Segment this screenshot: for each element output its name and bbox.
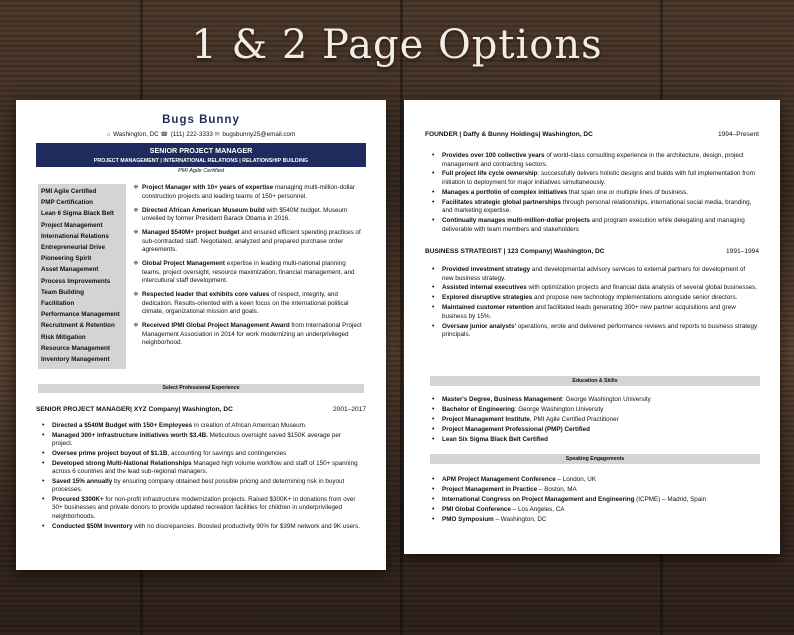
resume-page-1 xyxy=(16,100,386,570)
email-icon: ✉ xyxy=(214,132,220,138)
list-item-rest: : George Washington University xyxy=(562,396,651,403)
job-header-dates: 2001–2017 xyxy=(332,406,366,413)
list-item-text xyxy=(442,486,758,495)
skill-item: Performance Management xyxy=(41,311,120,319)
skill-item: International Relations xyxy=(41,232,109,240)
list-item xyxy=(432,217,758,234)
job-header-title: FOUNDER | Daffy & Bunny Holdings| Washington, DC xyxy=(425,131,593,138)
list-item xyxy=(432,323,758,340)
list-item xyxy=(432,406,758,415)
list-item-bold: Directed a $540M Budget with 150+ Employees xyxy=(52,422,193,429)
diamond-bullet-icon: ❖ xyxy=(133,322,139,330)
list-item-bold: PMO Symposium xyxy=(442,515,494,523)
list-item xyxy=(432,284,758,293)
list-item-text xyxy=(442,416,758,425)
phone-icon: ☎ xyxy=(160,132,168,138)
diamond-bullet-icon: ❖ xyxy=(133,184,139,191)
bullet-icon: • xyxy=(42,422,45,429)
achievements-list xyxy=(133,184,365,354)
list-item-rest: : successfully delivers holistic designs and builds with full implementation from initiation to deployment for major initiatives simultaneously. xyxy=(442,170,755,186)
list-item-rest: – Los Angeles, CA xyxy=(510,505,565,513)
skill-item: Project Management xyxy=(41,221,103,229)
list-item-rest: operations, wrote and delivered performance reviews and reports to business strategy principals. xyxy=(442,322,758,339)
achievement-bold: Directed African American Museum build xyxy=(142,206,265,214)
job-header-strategist xyxy=(425,248,759,257)
list-item-text xyxy=(442,436,758,445)
achievement-bold: Received IPMI Global Project Management Award xyxy=(142,322,290,330)
education-list xyxy=(432,396,758,445)
job-header xyxy=(36,406,366,415)
list-item xyxy=(42,496,362,522)
list-item-text xyxy=(52,422,362,431)
list-item-text xyxy=(442,476,758,485)
list-item-rest: Managed high volume workflow and staff of 150+ spanning across 6 countries and the lead sub-regional managers. xyxy=(52,459,358,476)
list-item-text xyxy=(442,217,758,234)
list-item xyxy=(42,478,362,495)
list-item xyxy=(432,486,758,495)
list-item-bold: Oversaw junior analysts' xyxy=(442,322,516,330)
list-item xyxy=(432,506,758,515)
bullet-icon: • xyxy=(432,322,435,330)
skill-item: Entrepreneurial Drive xyxy=(41,244,106,252)
list-item-bold: Developed strong Multi-National Relationships xyxy=(52,459,192,467)
list-item-bold: APM Project Management Conference xyxy=(442,476,556,483)
achievement-item xyxy=(133,260,365,286)
bullet-icon: • xyxy=(432,198,435,206)
contact-line xyxy=(16,131,386,140)
contact-phone: (111) 222-3333 xyxy=(170,131,213,138)
strategist-bullets xyxy=(432,266,758,341)
list-item-rest: : George Washington University xyxy=(514,405,604,413)
list-item-text xyxy=(442,284,758,293)
job-subtitle: PROJECT MANAGEMENT | INTERNATIONAL RELATIONS | RELATIONSHIP BUILDING xyxy=(93,157,309,164)
list-item-rest: through personal relationships, international social media, branding, and marketing expertise. xyxy=(442,198,752,215)
list-item xyxy=(42,460,362,477)
list-item-text xyxy=(442,496,758,505)
bullet-icon: • xyxy=(432,170,435,178)
bullet-icon: • xyxy=(432,476,435,483)
list-item-text xyxy=(52,432,362,449)
achievement-text xyxy=(142,207,365,224)
bullet-icon: • xyxy=(432,188,435,196)
list-item xyxy=(432,266,758,283)
achievement-item xyxy=(133,229,365,255)
skill-item: Facilitation xyxy=(41,300,75,308)
achievement-rest: of respect, integrity, and dedication. Results-oriented with a keen focus on the international political climate, organizational mission and goals. xyxy=(142,291,349,316)
bullet-icon: • xyxy=(432,415,435,423)
achievement-bold: Global Project Management xyxy=(142,260,225,268)
skills-sidebar xyxy=(38,184,126,369)
achievement-rest: with $540M budget. Museum unveiled by former President Barack Obama in 2016. xyxy=(142,206,348,223)
bullet-icon: • xyxy=(432,396,435,403)
resume-page-2 xyxy=(404,100,780,554)
headline: 1 & 2 Page Options xyxy=(191,22,603,68)
founder-bullets xyxy=(432,152,758,235)
list-item-bold: Project Management Professional (PMP) Certified xyxy=(442,425,591,433)
achievement-rest: from International Project Management Association in 2014 for work modernizing an underprivileged neighborhood. xyxy=(142,322,362,347)
job-header-title: SENIOR PROJECT MANAGER| XYZ Company| Washington, DC xyxy=(36,406,233,413)
bullet-icon: • xyxy=(432,284,435,292)
achievement-text xyxy=(142,184,365,201)
list-item-rest: by ensuring company obtained best possible pricing and determining risk in buyout processes. xyxy=(52,477,345,494)
candidate-name: Bugs Bunny xyxy=(162,114,240,126)
list-item-text xyxy=(442,406,758,415)
list-item-text xyxy=(442,304,758,321)
list-item xyxy=(42,432,362,449)
list-item-bold: Provides over 100 collective years xyxy=(442,152,545,159)
job-header-founder xyxy=(425,131,759,140)
bullet-icon: • xyxy=(432,425,435,433)
diamond-bullet-icon: ❖ xyxy=(133,206,139,214)
list-item-rest: Meticulous oversight saved $150K average per project. xyxy=(52,431,341,448)
achievement-bold: Project Manager with 10+ years of expertise xyxy=(142,184,274,191)
list-item-bold: International Congress on Project Management and Engineering xyxy=(442,495,635,503)
section-header-speaking: Speaking Engagements xyxy=(430,454,760,464)
list-item-text xyxy=(442,199,758,216)
achievement-item xyxy=(133,207,365,224)
list-item xyxy=(432,294,758,303)
title-band xyxy=(36,143,366,167)
list-item-bold: Maintained customer retention xyxy=(442,304,534,312)
list-item-bold: PMI Global Conference xyxy=(442,505,511,513)
list-item-rest: for non-profit infrastructure modernization projects. Raised $300K+ in donations from over 30+ businesses and private donors to provide updated recreation facilities for children in underprivileged neighborhoods. xyxy=(52,495,356,520)
list-item xyxy=(42,450,362,459)
achievement-text xyxy=(142,260,365,286)
skill-item: Process Improvements xyxy=(41,277,111,285)
list-item-text xyxy=(442,294,758,303)
achievement-rest: managing multi-million-dollar construction projects and leading teams of 150+ personnel. xyxy=(142,184,355,200)
bullet-icon: • xyxy=(432,294,435,302)
skill-item: Team Building xyxy=(41,288,84,296)
list-item-bold: Manages a portfolio of complex initiatives xyxy=(442,188,568,196)
list-item-text xyxy=(442,506,758,515)
list-item xyxy=(42,523,362,532)
list-item-rest: of world-class consulting experience in the architecture, design, project management and contracting sectors. xyxy=(442,152,744,168)
diamond-bullet-icon: ❖ xyxy=(133,260,139,268)
list-item xyxy=(42,422,362,431)
list-item-rest: , PMI Agile Certified Practitioner xyxy=(529,415,619,423)
job-bullets xyxy=(42,422,362,532)
list-item xyxy=(432,476,758,485)
bullet-icon: • xyxy=(42,431,45,439)
list-item xyxy=(432,199,758,216)
list-item-bold: Lean Six Sigma Black Belt Certified xyxy=(442,435,549,443)
achievement-item xyxy=(133,184,365,201)
list-item-text xyxy=(442,189,758,198)
list-item xyxy=(432,396,758,405)
bullet-icon: • xyxy=(432,304,435,312)
bullet-icon: • xyxy=(42,495,45,503)
list-item xyxy=(432,416,758,425)
list-item-rest: (ICPME) – Madrid, Spain xyxy=(634,495,707,503)
job-header-dates: 1991–1994 xyxy=(725,248,759,255)
bullet-icon: • xyxy=(432,485,435,493)
location-icon: ⌂ xyxy=(106,132,111,138)
list-item-text xyxy=(442,426,758,435)
bullet-icon: • xyxy=(432,152,435,159)
list-item-text xyxy=(442,152,758,169)
list-item-bold: Assisted internal executives xyxy=(442,284,527,292)
list-item-rest: and facilitated leads generating 300+ new partner acquisitions and grew business by 15%. xyxy=(442,304,736,320)
achievement-rest: expertise in leading multi-national planning teams, project oversight, resource maximization, financial management, and intercultural staff development. xyxy=(142,260,355,285)
skill-item: PMP Certification xyxy=(41,199,94,207)
diamond-bullet-icon: ❖ xyxy=(133,291,139,299)
list-item-bold: Managed 300+ infrastructure initiatives worth $3.4B. xyxy=(52,431,208,439)
list-item xyxy=(432,436,758,445)
list-item-rest: and propose new technology implementations alongside senior directors. xyxy=(532,294,738,302)
list-item-rest: and program execution while delegating and managing deliverable with team members and stakeholders xyxy=(442,217,745,233)
certification-line: PMI Agile Certified xyxy=(177,168,225,174)
skill-item: Asset Management xyxy=(41,266,99,274)
bullet-icon: • xyxy=(42,522,45,530)
bullet-icon: • xyxy=(432,515,435,523)
achievement-item xyxy=(133,291,365,317)
skill-item: Lean 6 Sigma Black Belt xyxy=(41,210,114,218)
list-item-rest: in creation of African American Museum. xyxy=(192,422,307,429)
achievement-text xyxy=(142,291,365,317)
list-item-text xyxy=(52,460,362,477)
section-header-experience: Select Professional Experience xyxy=(38,384,364,393)
contact-email[interactable]: bugsbunny25@email.com xyxy=(222,131,296,138)
contact-location: Washington, DC xyxy=(113,131,159,138)
list-item-text xyxy=(442,170,758,187)
list-item-bold: Oversee prime project buyout of $1.1B xyxy=(52,449,168,457)
skill-item: Resource Management xyxy=(41,344,110,352)
skill-item: Pioneering Spirit xyxy=(41,255,92,263)
skill-item: Risk Mitigation xyxy=(41,333,86,341)
list-item xyxy=(432,189,758,198)
list-item-text xyxy=(52,523,362,532)
list-item xyxy=(432,426,758,435)
list-item-bold: Procured $300K+ xyxy=(52,495,104,503)
achievement-rest: and ensured efficient spending practices of sub-contracted staff. Negotiated, analyzed and prepared purchase order agreements. xyxy=(142,229,361,254)
list-item-bold: Project Management in Practice xyxy=(442,485,538,493)
section-header-education: Education & Skills xyxy=(430,376,760,386)
list-item-text xyxy=(442,396,758,405)
skill-item: Inventory Management xyxy=(41,356,110,364)
achievement-bold: Managed $540M+ project budget xyxy=(142,229,240,237)
list-item-bold: Continually manages multi-million-dollar projects xyxy=(442,217,590,225)
list-item xyxy=(432,304,758,321)
job-header-title: BUSINESS STRATEGIST | 123 Company| Washington, DC xyxy=(425,248,605,255)
bullet-icon: • xyxy=(432,405,435,413)
list-item xyxy=(432,152,758,169)
list-item-rest: with optimization projects and financial data analysis of several global businesses. xyxy=(526,284,758,292)
bullet-icon: • xyxy=(432,505,435,513)
list-item-bold: Explored disruptive strategies xyxy=(442,294,533,302)
list-item-text xyxy=(52,478,362,495)
list-item-rest: – London, UK xyxy=(555,476,596,483)
list-item-bold: Master's Degree, Business Management xyxy=(442,396,563,403)
list-item-rest: with no discrepancies. Boosted productivity 90% for $39M network and 9K users. xyxy=(132,522,360,530)
list-item-text xyxy=(442,516,758,525)
list-item-bold: Full project life cycle ownership xyxy=(442,170,538,178)
list-item-rest: and developmental advisory services to external partners for development of new business strategy. xyxy=(442,266,746,282)
achievement-bold: Respected leader that exhibits core values xyxy=(142,291,270,299)
list-item-bold: Facilitates strategic global partnerships xyxy=(442,198,561,206)
bullet-icon: • xyxy=(432,495,435,503)
list-item-bold: Bachelor of Engineering xyxy=(442,405,515,413)
bullet-icon: • xyxy=(42,449,45,457)
achievement-text xyxy=(142,229,365,255)
skill-item: PMI Agile Certified xyxy=(41,188,97,195)
achievement-item xyxy=(133,322,365,348)
diamond-bullet-icon: ❖ xyxy=(133,229,139,237)
list-item xyxy=(432,170,758,187)
skill-item: Recruitment & Retention xyxy=(41,322,115,330)
bullet-icon: • xyxy=(42,477,45,485)
list-item-rest: – Boston, MA xyxy=(537,485,577,493)
list-item-rest: that span one or multiple lines of business. xyxy=(567,188,689,196)
list-item-text xyxy=(52,450,362,459)
list-item-bold: Saved 15% annually xyxy=(52,477,113,485)
list-item-text xyxy=(442,323,758,340)
bullet-icon: • xyxy=(432,435,435,443)
list-item-text xyxy=(52,496,362,522)
achievement-text xyxy=(142,322,365,348)
list-item-bold: Project Management Institute xyxy=(442,415,530,423)
list-item-bold: Conducted $50M Inventory xyxy=(52,522,133,530)
bullet-icon: • xyxy=(432,266,435,273)
list-item-bold: Provided investment strategy xyxy=(442,266,531,273)
list-item-rest: , accounting for savings and contingencies xyxy=(167,449,287,457)
list-item-rest: – Washington, DC xyxy=(493,515,547,523)
speaking-list xyxy=(432,476,758,525)
list-item xyxy=(432,516,758,525)
bullet-icon: • xyxy=(432,217,435,225)
job-title: SENIOR PROJECT MANAGER xyxy=(149,146,253,155)
job-header-dates: 1994–Present xyxy=(717,131,759,138)
list-item xyxy=(432,496,758,505)
list-item-text xyxy=(442,266,758,283)
bullet-icon: • xyxy=(42,459,45,467)
